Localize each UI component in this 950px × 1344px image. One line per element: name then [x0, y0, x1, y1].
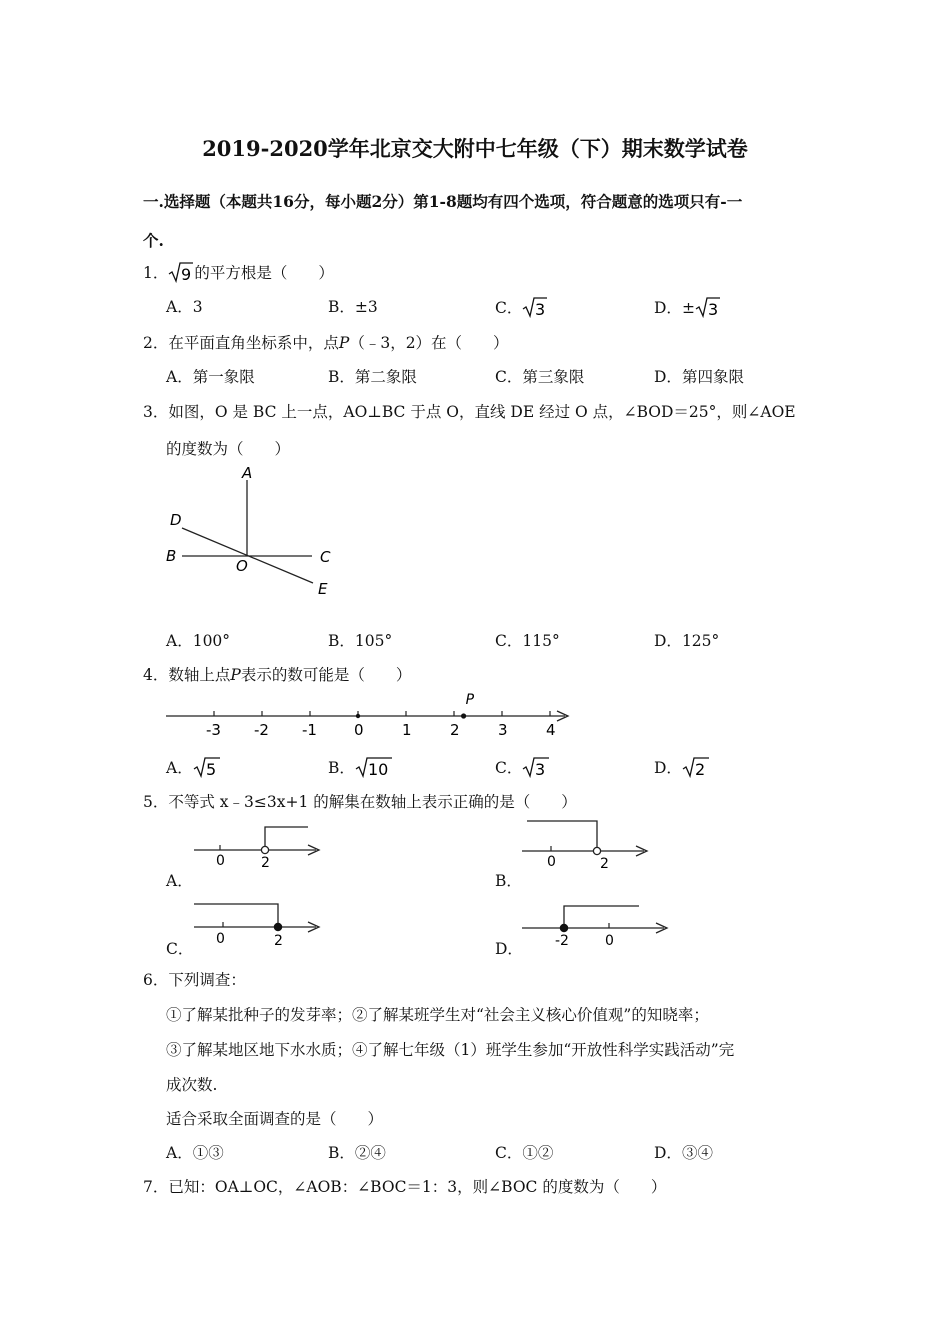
- q6-item-line: 成次数.: [166, 1076, 218, 1094]
- label-e: E: [318, 580, 328, 598]
- svg-text:0: 0: [547, 854, 556, 870]
- question-4: 4．数轴上点P表示的数可能是（ ）: [143, 666, 412, 684]
- question-number: 1．: [143, 264, 169, 282]
- open-circle-marker: [261, 846, 268, 853]
- q4-option-d: D． 2: [654, 755, 710, 783]
- q3-option-c: C．115°: [495, 632, 560, 650]
- tick-label: -2: [254, 721, 269, 739]
- point-p-marker: [461, 713, 466, 718]
- q1-option-b: B．±3: [328, 298, 378, 316]
- sqrt-icon: [193, 755, 221, 783]
- svg-text:3: 3: [535, 300, 546, 319]
- q3-figure: [160, 460, 350, 605]
- svg-text:0: 0: [216, 853, 225, 869]
- sqrt-icon: [522, 755, 550, 783]
- label-b: B: [166, 547, 177, 565]
- q2-option-d: D．第四象限: [654, 368, 744, 386]
- question-1: [143, 260, 334, 288]
- q1-option-a: A．3: [166, 298, 203, 316]
- q2-option-c: C．第三象限: [495, 368, 585, 386]
- sqrt-icon: [682, 755, 710, 783]
- sqrt-icon: [168, 260, 194, 288]
- section-heading: 一.选择题（本题共16分，每小题2分）第1-8题均有四个选项，符合题意的选项只有-一: [143, 192, 743, 211]
- point-p-label: P: [465, 692, 475, 708]
- sqrt-icon: [522, 295, 548, 323]
- tick-label: 4: [546, 721, 556, 739]
- svg-text:2: 2: [261, 855, 270, 870]
- q5-option-a-label: A．: [166, 872, 193, 890]
- svg-text:0: 0: [216, 931, 225, 947]
- q5-option-c-label: C．: [166, 940, 194, 958]
- q2-option-a: A．第一象限: [166, 368, 255, 386]
- tick-label: 3: [498, 721, 508, 739]
- question-5: 5．不等式 x﹣3≤3x+1 的解集在数轴上表示正确的是（ ）: [143, 793, 577, 811]
- label-o: O: [236, 557, 248, 575]
- question-6: 6．下列调查：: [143, 971, 246, 989]
- tick-label: 0: [354, 721, 364, 739]
- tick-label: -3: [206, 721, 221, 739]
- q5-option-b-label: B．: [495, 872, 522, 890]
- q6-option-a: A．①③: [166, 1144, 224, 1162]
- question-3: 3．如图，O 是 BC 上一点，AO⊥BC 于点 O，直线 DE 经过 O 点，∠BOD＝25°，则∠AOE: [143, 403, 796, 421]
- q4-option-b: B． 10: [328, 755, 393, 783]
- q6-option-d: D．③④: [654, 1144, 713, 1162]
- q6-option-b: B．②④: [328, 1144, 386, 1162]
- svg-text:2: 2: [600, 856, 609, 870]
- svg-text:5: 5: [205, 760, 216, 779]
- q4-option-a: A． 5: [166, 755, 221, 783]
- label-d: D: [170, 511, 182, 529]
- q5-option-b-figure: [518, 815, 658, 870]
- svg-text:3: 3: [535, 760, 546, 779]
- label-c: C: [320, 548, 331, 566]
- q6-item-line: ①了解某批种子的发芽率；②了解某班学生对“社会主义核心价值观”的知晓率；: [166, 1006, 709, 1024]
- q1-option-c: C． 3: [495, 295, 548, 323]
- q3-option-b: B．105°: [328, 632, 393, 650]
- radicand: 9: [181, 265, 192, 284]
- svg-text:-2: -2: [555, 933, 569, 949]
- svg-text:0: 0: [605, 933, 614, 949]
- question-7: 7．已知：OA⊥OC，∠AOB：∠BOC＝1：3，则∠BOC 的度数为（ ）: [143, 1178, 667, 1196]
- label-a: A: [242, 464, 253, 482]
- tick-label: 2: [450, 721, 460, 739]
- origin-marker: [356, 714, 360, 718]
- tick-label: -1: [302, 721, 317, 739]
- page-title: 2019-2020学年北京交大附中七年级（下）期末数学试卷: [202, 136, 748, 161]
- svg-text:2: 2: [694, 760, 706, 779]
- q5-option-d-label: D．: [495, 940, 523, 958]
- svg-text:2: 2: [274, 933, 283, 949]
- q6-item-line: ③了解某地区地下水水质；④了解七年级（1）班学生参加“开放性科学实践活动”完: [166, 1041, 735, 1059]
- q6-question: 适合采取全面调查的是（ ）: [166, 1110, 384, 1128]
- q6-option-c: C．①②: [495, 1144, 554, 1162]
- question-2: 2．在平面直角坐标系中，点P（﹣3，2）在（ ）: [143, 334, 509, 352]
- section-heading-cont: 个.: [143, 231, 164, 250]
- q5-option-d-figure: [518, 898, 678, 950]
- question-3-cont: 的度数为（ ）: [166, 440, 291, 458]
- q4-number-line: [160, 688, 580, 740]
- q2-option-b: B．第二象限: [328, 368, 417, 386]
- sqrt-icon: [695, 295, 721, 323]
- q3-option-d: D．125°: [654, 632, 720, 650]
- question-text: 的平方根是（ ）: [194, 264, 334, 282]
- q3-option-a: A．100°: [166, 632, 231, 650]
- q4-option-c: C． 3: [495, 755, 550, 783]
- solid-circle-marker: [560, 924, 567, 931]
- q5-option-c-figure: [190, 898, 330, 950]
- open-circle-marker: [593, 847, 600, 854]
- solid-circle-marker: [274, 923, 281, 930]
- q1-option-d: D．± 3: [654, 295, 721, 323]
- sqrt-icon: [355, 755, 393, 783]
- tick-label: 1: [402, 721, 412, 739]
- svg-text:10: 10: [367, 760, 389, 779]
- svg-text:3: 3: [707, 300, 719, 319]
- q5-option-a-figure: [190, 820, 330, 870]
